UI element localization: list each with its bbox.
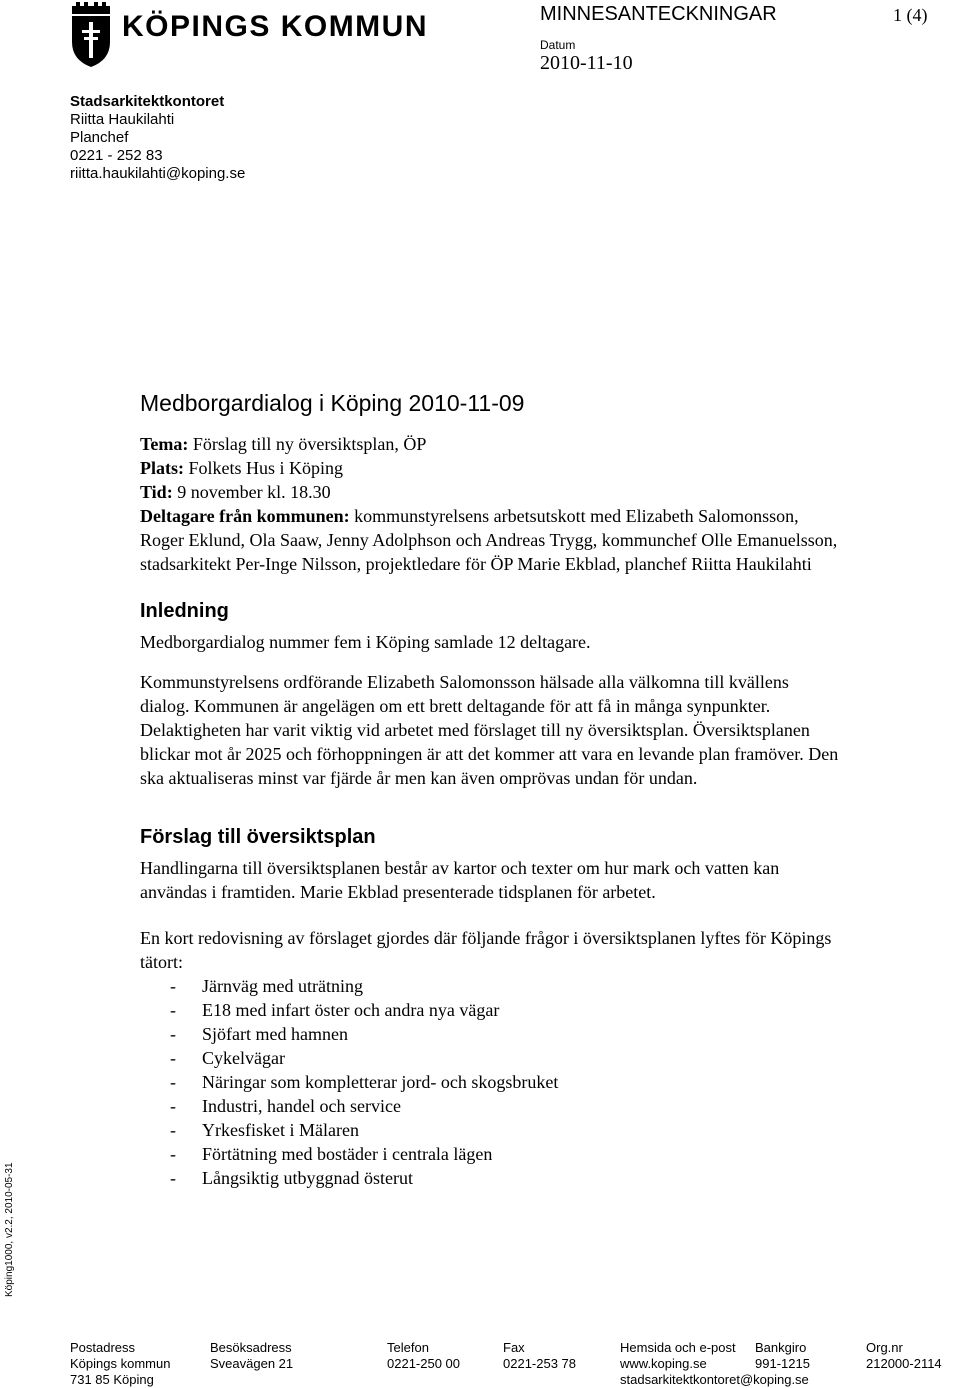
footer-bankgiro [755, 1340, 810, 1372]
sender-block [70, 93, 245, 183]
document-title: Medborgardialog i Köping 2010-11-09 [140, 390, 525, 416]
footer-label: Telefon [387, 1340, 429, 1355]
inledning-paragraph-1: Medborgardialog nummer fem i Köping samlade 12 deltagare. [140, 632, 591, 652]
footer-value: 212000-2114 [866, 1356, 942, 1371]
list-item: - Järnväg med uträtning [170, 976, 363, 996]
footer-postadress [70, 1340, 170, 1388]
footer-besoksadress [210, 1340, 293, 1372]
list-item: - Cykelvägar [170, 1048, 285, 1068]
deltagare-value: kommunstyrelsens arbetsutskott med Elizabeth Salomonsson, Roger Eklund, Ola Saaw, Jenny Adolphson och Andreas Trygg, kommunchef Olle Emanuelsson, stadsarkitekt Per-Inge Nilsson, projektledare för ÖP Marie Ekblad, planchef Riitta Haukilahti [140, 506, 838, 574]
tema-value: Förslag till ny översiktsplan, ÖP [188, 434, 427, 454]
footer-value: 991-1215 [755, 1356, 810, 1371]
footer-label: Fax [503, 1340, 525, 1355]
sender-phone: 0221 - 252 83 [70, 147, 163, 164]
deltagare-label: Deltagare från kommunen: [140, 506, 350, 526]
footer-website-link[interactable]: www.koping.se [620, 1356, 707, 1371]
footer-label: Postadress [70, 1340, 136, 1355]
document-date: 2010-11-10 [540, 52, 633, 74]
list-item: - Yrkesfisket i Mälaren [170, 1120, 359, 1140]
footer-value: 0221-253 78 [503, 1356, 577, 1371]
forslag-paragraph-1: Handlingarna till översiktsplanen består av kartor och texter om hur mark och vatten kan användas i framtiden. Marie Ekblad presenterade tidsplanen för arbetet. [140, 858, 780, 902]
sender-name: Riitta Haukilahti [70, 111, 175, 128]
footer-value: 0221-250 00 [387, 1356, 461, 1371]
date-label: Datum [540, 38, 576, 52]
tema-line [140, 432, 840, 456]
inledning-heading: Inledning [140, 600, 229, 622]
sender-email: riitta.haukilahti@koping.se [70, 165, 246, 182]
footer-value: Köpings kommun [70, 1356, 171, 1371]
municipality-logo [70, 2, 428, 68]
document-body [140, 388, 840, 1190]
logo-wordmark: KÖPINGS KOMMUN [122, 10, 428, 43]
deltagare-paragraph [140, 504, 840, 576]
footer-label: Org.nr [866, 1340, 903, 1355]
footer-telefon [387, 1340, 460, 1372]
list-item: - Näringar som kompletterar jord- och skogsbruket [170, 1072, 559, 1092]
list-item: - Industri, handel och service [170, 1096, 401, 1116]
footer-label: Bankgiro [755, 1340, 807, 1355]
footer-orgnr [866, 1340, 942, 1372]
tema-label: Tema: [140, 434, 189, 454]
tid-value: 9 november kl. 18.30 [172, 482, 331, 502]
page-number: 1 (4) [893, 5, 928, 25]
footer-value: 731 85 Köping [70, 1372, 154, 1387]
list-item: - Långsiktig utbyggnad österut [170, 1168, 413, 1188]
topic-list [140, 974, 840, 1190]
template-version-text: Köping1000, v2.2, 2010-05-31 [4, 1162, 15, 1297]
coat-of-arms-icon [70, 2, 112, 68]
list-item: - E18 med infart öster och andra nya vägar [170, 1000, 500, 1020]
plats-value: Folkets Hus i Köping [184, 458, 344, 478]
forslag-paragraph-2: En kort redovisning av förslaget gjordes där följande frågor i översiktsplanen lyftes för Köpings tätort: [140, 928, 832, 972]
sender-org: Stadsarkitektkontoret [70, 93, 225, 110]
tid-label: Tid: [140, 482, 173, 502]
plats-label: Plats: [140, 458, 184, 478]
document-type: MINNESANTECKNINGAR [540, 3, 777, 25]
footer-label: Besöksadress [210, 1340, 292, 1355]
footer-label: Hemsida och e-post [620, 1340, 736, 1355]
plats-line [140, 456, 840, 480]
footer-fax [503, 1340, 576, 1372]
tid-line [140, 480, 840, 504]
footer-value: Sveavägen 21 [210, 1356, 294, 1371]
inledning-paragraph-2: Kommunstyrelsens ordförande Elizabeth Salomonsson hälsade alla välkomna till kvällens dialog. Kommunen är angelägen om ett brett deltagande för att få in många synpunkter. Delaktigheten har varit viktig vid arbetet med förslaget till ny översiktsplan. Översiktsplanen blickar mot år 2025 och förhoppningen är att det kommer att vara en levande plan framöver. Den ska aktualiseras minst var fjärde år men kan även omprövas undan för undan. [140, 672, 839, 788]
list-item: - Sjöfart med hamnen [170, 1024, 348, 1044]
forslag-heading: Förslag till översiktsplan [140, 826, 376, 848]
list-item: - Förtätning med bostäder i centrala lägen [170, 1144, 493, 1164]
sender-title: Planchef [70, 129, 129, 146]
footer-email-link[interactable]: stadsarkitektkontoret@koping.se [620, 1372, 809, 1387]
